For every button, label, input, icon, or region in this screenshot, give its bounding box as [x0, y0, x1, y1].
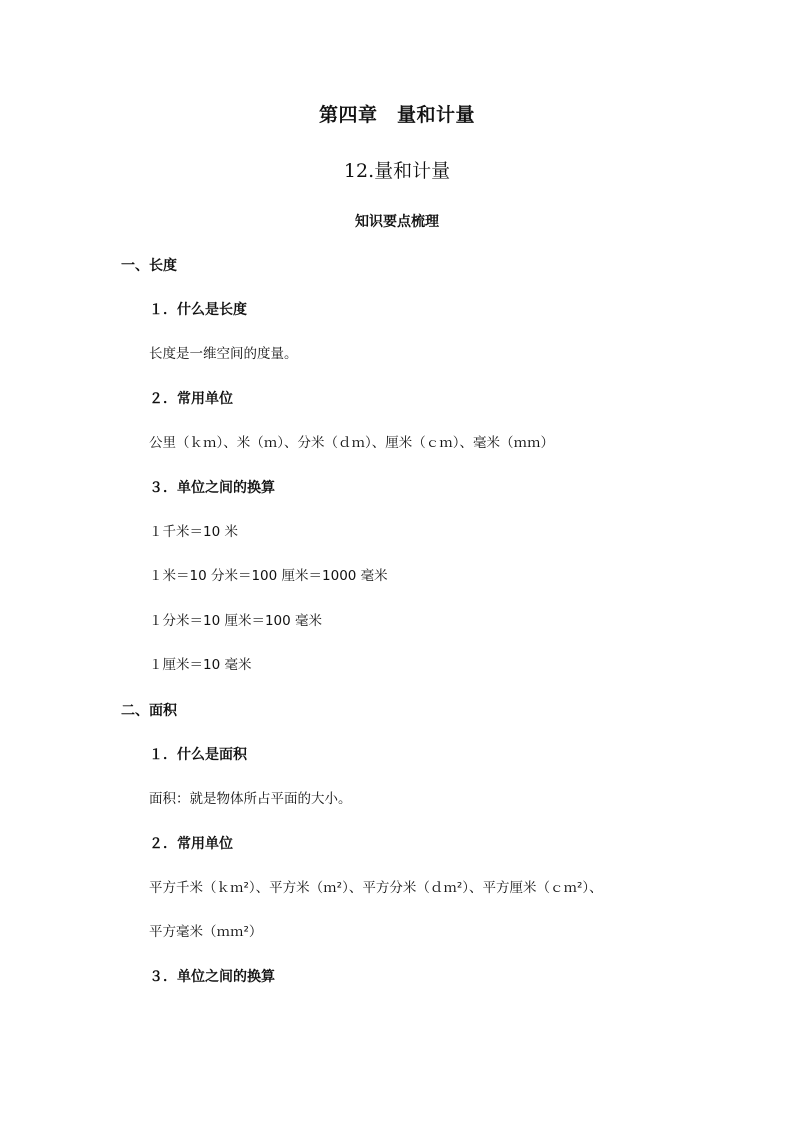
section-heading-length: 一、长度: [121, 258, 177, 274]
subheading-what-is-area: １．什么是面积: [149, 747, 247, 763]
subheading-what-is-length: １．什么是长度: [149, 302, 247, 318]
section-heading-area: 二、面积: [121, 703, 177, 719]
conversion-centimeter: １厘米＝10 毫米: [149, 657, 252, 673]
subheading-area-units: ２．常用单位: [149, 836, 233, 852]
subheading-area-conversion: ３．单位之间的换算: [149, 969, 275, 985]
knowledge-points-heading: 知识要点梳理: [355, 214, 439, 230]
area-units-list-line-1: 平方千米（ｋｍ²）、平方米（ｍ²）、平方分米（ｄｍ²）、平方厘米（ｃｍ²）、: [149, 880, 603, 896]
chapter-title: 第四章 量和计量: [318, 104, 475, 126]
subheading-length-conversion: ３．单位之间的换算: [149, 480, 275, 496]
subheading-length-units: ２．常用单位: [149, 391, 233, 407]
conversion-meter: １米＝10 分米＝100 厘米＝1000 毫米: [149, 568, 388, 584]
conversion-kilometer: １千米＝10 米: [149, 524, 238, 540]
length-units-list: 公里（ｋｍ）、米（ｍ）、分米（ｄｍ）、厘米（ｃｍ）、毫米（ｍｍ）: [149, 435, 554, 451]
area-units-list-line-2: 平方毫米（ｍｍ²）: [149, 924, 263, 940]
lesson-title: 12.量和计量: [343, 160, 451, 182]
conversion-decimeter: １分米＝10 厘米＝100 毫米: [149, 613, 323, 629]
area-definition: 面积：就是物体所占平面的大小。: [149, 791, 352, 807]
length-definition: 长度是一维空间的度量。: [149, 346, 298, 362]
